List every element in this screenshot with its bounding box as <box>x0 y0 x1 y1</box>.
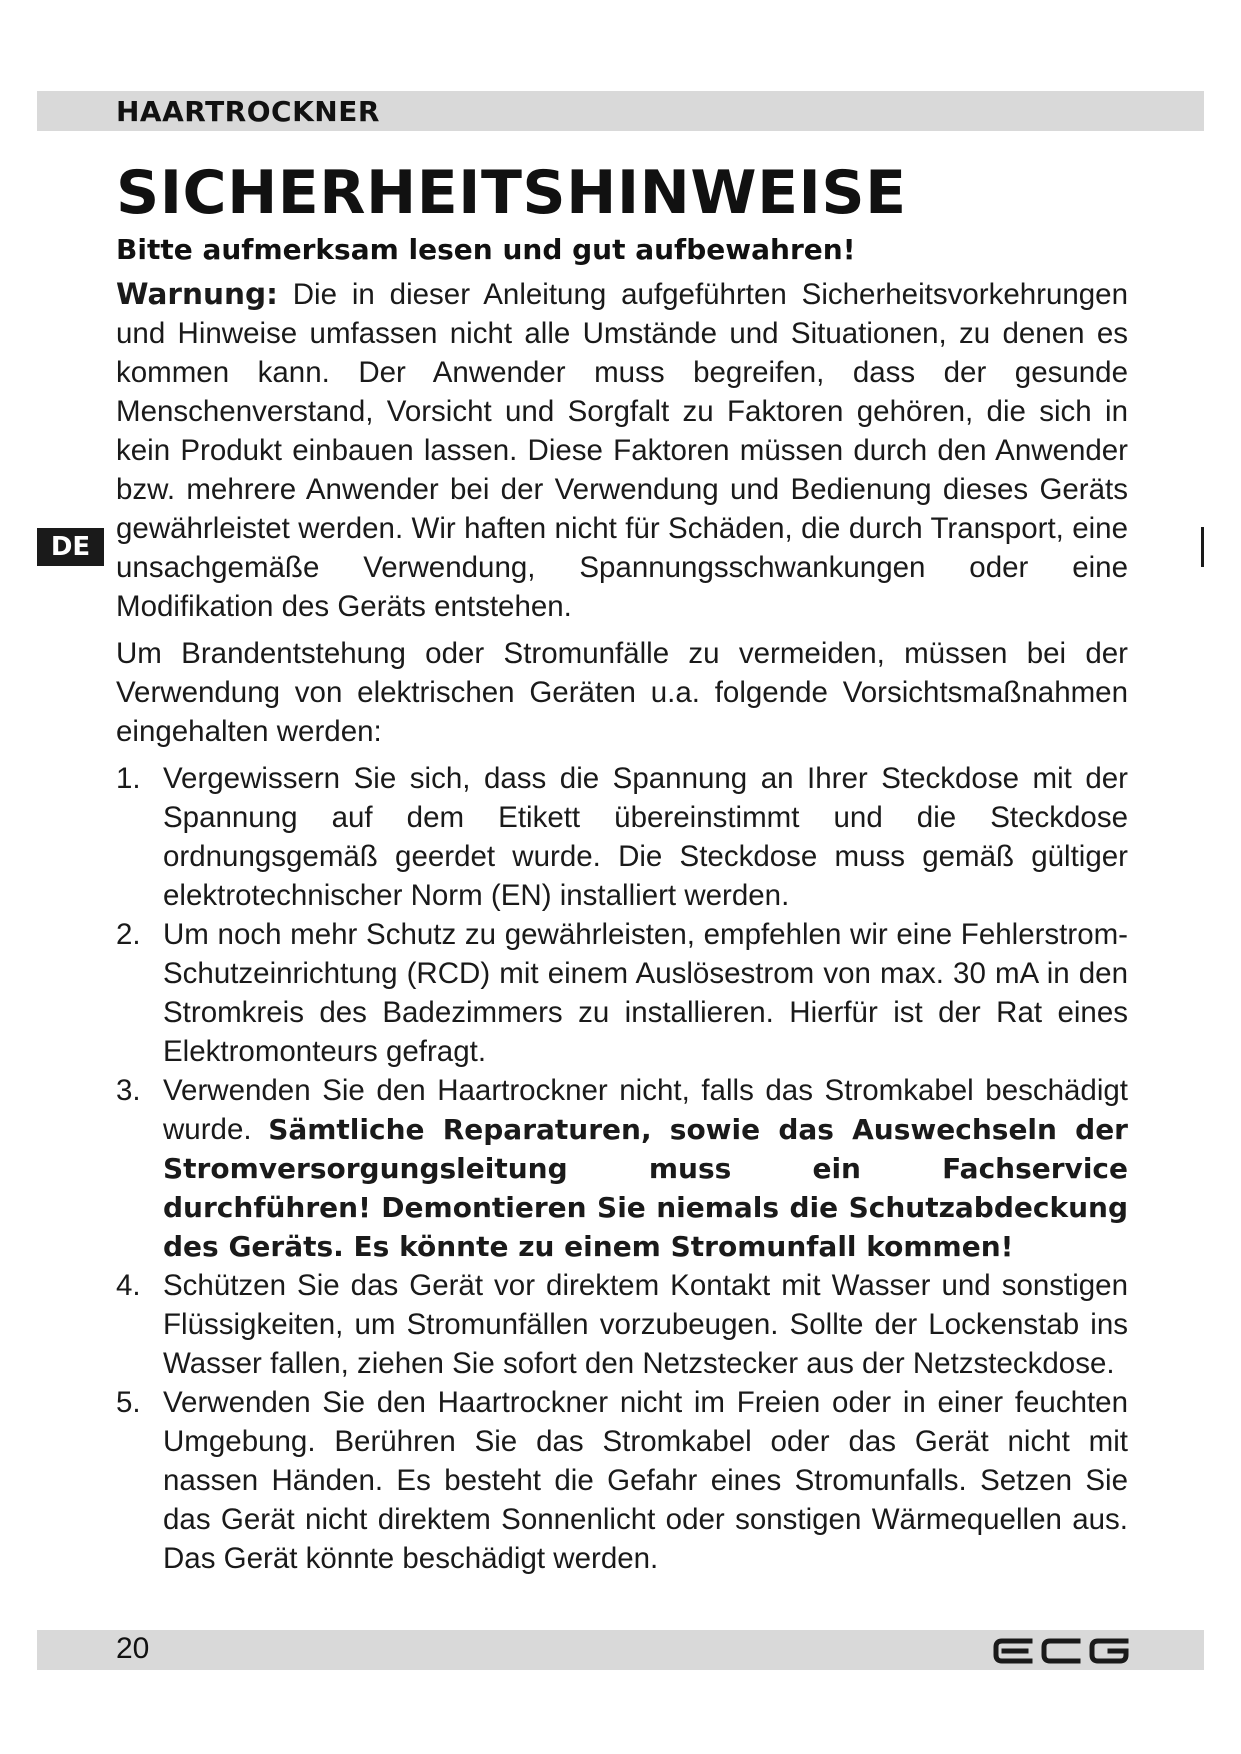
main-content <box>116 275 1128 1578</box>
item-text: Schützen Sie das Gerät vor direktem Kontakt mit Wasser und sonstigen Flüssigkeiten, um Stromunfällen vorzubeugen. Sollte der Lockenstab ins Wasser fallen, ziehen Sie sofort den Netzstecker aus der Netzsteckdose. <box>163 1269 1128 1380</box>
page-subtitle: Bitte aufmerksam lesen und gut aufbewahren! <box>116 233 856 266</box>
warning-paragraph <box>116 275 1128 626</box>
language-tab: DE <box>37 528 104 566</box>
ecg-logo-icon <box>992 1635 1132 1667</box>
footer-bar <box>37 1630 1204 1670</box>
warning-label: Warnung: <box>116 277 278 311</box>
item-number: 4. <box>116 1269 141 1302</box>
item-number: 3. <box>116 1074 141 1107</box>
item-text: Verwenden Sie den Haartrockner nicht, falls das Stromkabel beschädigt wurde. <box>163 1074 1128 1146</box>
item-text: Vergewissern Sie sich, dass die Spannung an Ihrer Steckdose mit der Spannung auf dem Etikett übereinstimmt und die Steckdose ordnungsgemäß geerdet wurde. Die Steckdose muss gemäß gültiger elektrotechnischer Norm (EN) installiert werden. <box>163 762 1128 912</box>
side-marker <box>1201 527 1204 567</box>
page-title: SICHERHEITSHINWEISE <box>116 158 907 228</box>
header-title: HAARTROCKNER <box>116 95 380 128</box>
list-item <box>116 1383 1128 1578</box>
item-number: 2. <box>116 918 141 951</box>
item-number: 1. <box>116 762 141 795</box>
page-number: 20 <box>116 1632 150 1665</box>
list-item <box>116 915 1128 1071</box>
item-text: Um noch mehr Schutz zu gewährleisten, empfehlen wir eine Fehlerstrom-Schutzeinrichtung (RCD) mit einem Auslösestrom von max. 30 mA in den Stromkreis des Badezimmers zu installieren. Hierfür ist der Rat eines Elektromonteurs gefragt. <box>163 918 1128 1068</box>
item-number: 5. <box>116 1386 141 1419</box>
safety-list <box>116 759 1128 1578</box>
warning-text: Die in dieser Anleitung aufgeführten Sicherheitsvorkehrungen und Hinweise umfassen nicht alle Umstände und Situationen, zu denen es kommen kann. Der Anwender muss begreifen, dass der gesunde Menschenverstand, Vorsicht und Sorgfalt zu Faktoren gehören, die sich in kein Produkt einbauen lassen. Diese Faktoren müssen durch den Anwender bzw. mehrere Anwender bei der Verwendung und Bedienung dieses Geräts gewährleistet werden. Wir haften nicht für Schäden, die durch Transport, eine unsachgemäße Verwendung, Spannungsschwankungen oder eine Modifikation des Geräts entstehen. <box>116 278 1128 623</box>
item-text: Verwenden Sie den Haartrockner nicht im Freien oder in einer feuchten Umgebung. Berühren Sie das Stromkabel oder das Gerät nicht mit nassen Händen. Es besteht die Gefahr eines Stromunfalls. Setzen Sie das Gerät nicht direktem Sonnenlicht oder sonstigen Wärmequellen aus. Das Gerät könnte beschädigt werden. <box>163 1386 1128 1575</box>
list-item <box>116 1071 1128 1266</box>
list-item <box>116 759 1128 915</box>
intro-paragraph: Um Brandentstehung oder Stromunfälle zu vermeiden, müssen bei der Verwendung von elektrischen Geräten u.a. folgende Vorsichtsmaßnahmen eingehalten werden: <box>116 637 1128 748</box>
header-bar <box>37 91 1204 131</box>
item-bold-warning: Sämtliche Reparaturen, sowie das Auswechseln der Stromversorgungsleitung muss ein Fachservice durchführen! Demontieren Sie niemals die Schutzabdeckung des Geräts. Es könnte zu einem Stromunfall kommen! <box>163 1113 1128 1263</box>
list-item <box>116 1266 1128 1383</box>
